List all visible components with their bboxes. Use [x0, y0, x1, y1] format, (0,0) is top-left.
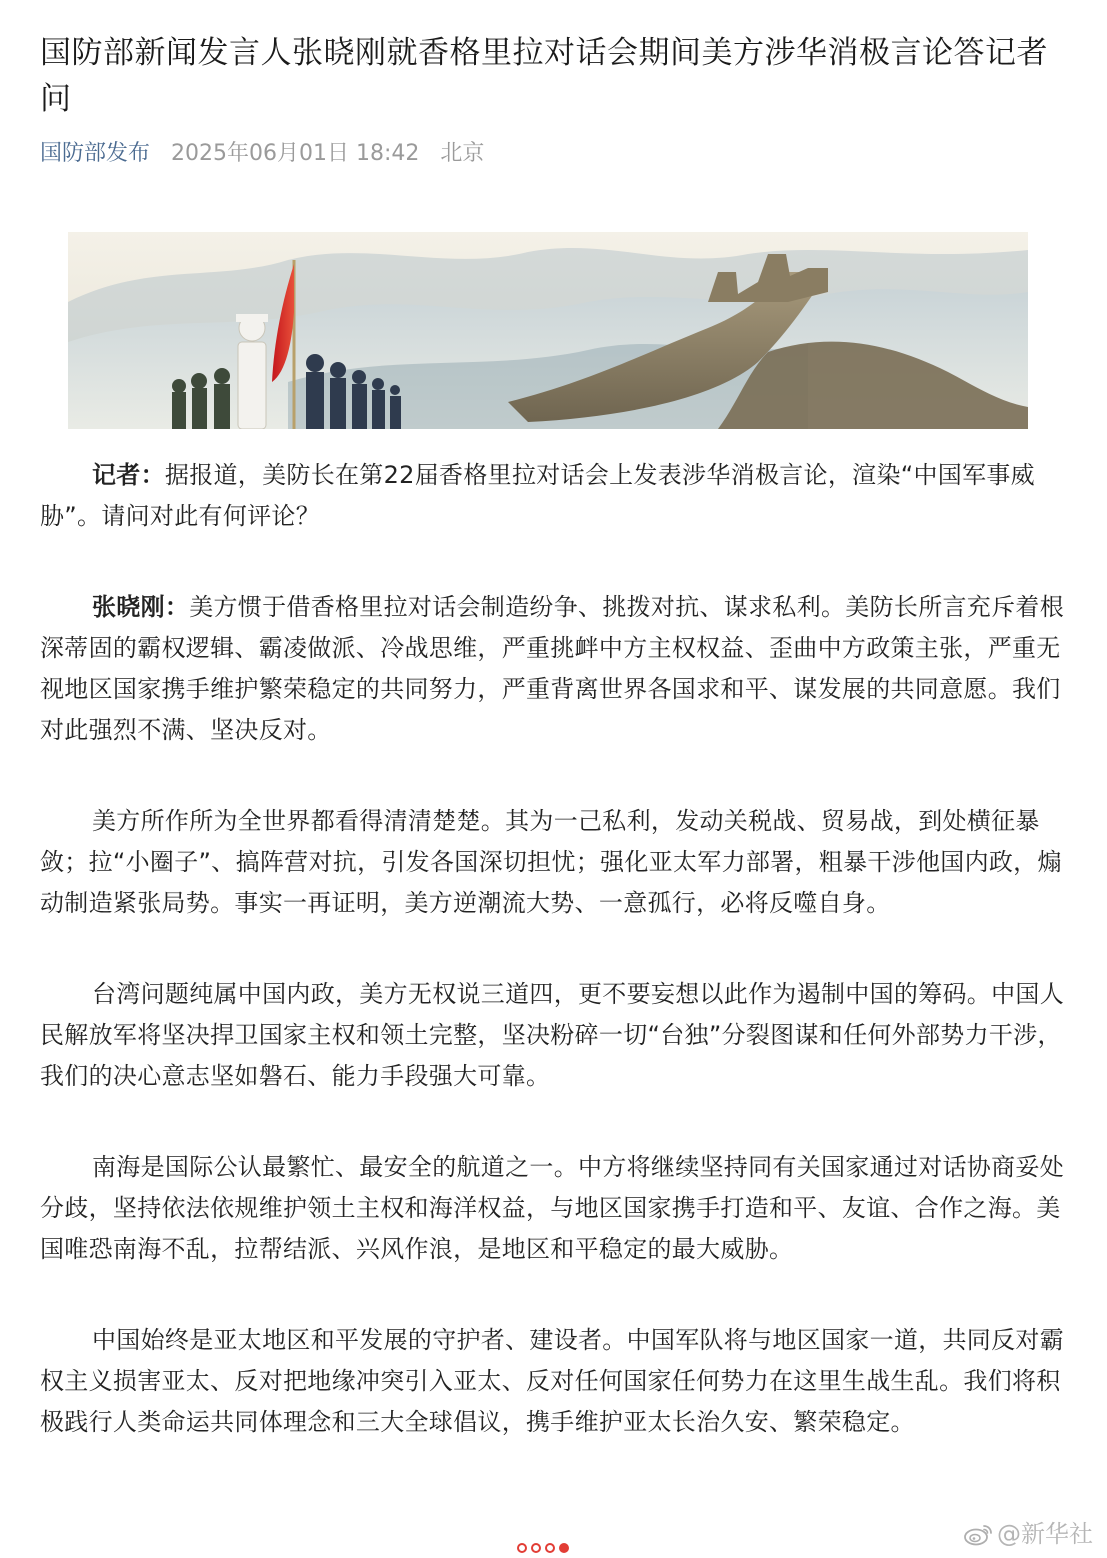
article-date: 2025年06月01日 18:42 [171, 141, 420, 166]
paragraph-text: 南海是国际公认最繁忙、最安全的航道之一。中方将继续坚持同有关国家通过对话协商妥处分歧，坚持依法依规维护领土主权和海洋权益，与地区国家携手打造和平、友谊、合作之海。美国唯恐南海不乱，拉帮结派、兴风作浪，是地区和平稳定的最大威胁。 [40, 1153, 1064, 1263]
banner-image [68, 232, 1028, 429]
paragraph-text: 美方所作所为全世界都看得清清楚楚。其为一己私利，发动关税战、贸易战，到处横征暴敛；拉“小圈子”、搞阵营对抗，引发各国深切担忧；强化亚太军力部署，粗暴干涉他国内政，煽动制造紧张局势。事实一再证明，美方逆潮流大势、一意孤行，必将反噬自身。 [40, 807, 1062, 917]
speaker-label: 张晓刚： [92, 593, 190, 621]
pager-dot-3[interactable] [545, 1543, 555, 1553]
pager-dot-1[interactable] [517, 1543, 527, 1553]
paragraph-reporter-question [40, 455, 1070, 537]
paragraph-text: 据报道，美防长在第22届香格里拉对话会上发表涉华消极言论，渲染“中国军事威胁”。请问对此有何评论？ [40, 461, 1035, 530]
weibo-icon [963, 1522, 993, 1546]
pager-dot-2[interactable] [531, 1543, 541, 1553]
paragraph [40, 1147, 1070, 1270]
article-meta [40, 138, 484, 170]
paragraph [40, 801, 1070, 924]
article-body [40, 455, 1070, 1443]
article-source[interactable]: 国防部发布 [40, 141, 151, 166]
paragraph-text: 美方惯于借香格里拉对话会制造纷争、挑拨对抗、谋求私利。美防长所言充斥着根深蒂固的霸权逻辑、霸凌做派、冷战思维，严重挑衅中方主权权益、歪曲中方政策主张，严重无视地区国家携手维护繁荣稳定的共同努力，严重背离世界各国求和平、谋发展的共同意愿。我们对此强烈不满、坚决反对。 [40, 593, 1064, 744]
great-wall-soldiers-banner-icon [68, 232, 1028, 429]
paragraph [40, 1320, 1070, 1443]
watermark-text: @新华社 [997, 1520, 1093, 1548]
image-pager [517, 1543, 569, 1553]
pager-dot-4[interactable] [559, 1543, 569, 1553]
article-title: 国防部新闻发言人张晓刚就香格里拉对话会期间美方涉华消极言论答记者问 [40, 35, 1048, 117]
paragraph [40, 974, 1070, 1097]
paragraph-spokesman-answer [40, 587, 1070, 751]
speaker-label: 记者： [92, 461, 165, 489]
article-location: 北京 [440, 141, 485, 166]
paragraph-text: 台湾问题纯属中国内政，美方无权说三道四，更不要妄想以此作为遏制中国的筹码。中国人民解放军将坚决捍卫国家主权和领土完整，坚决粉碎一切“台独”分裂图谋和任何外部势力干涉，我们的决心意志坚如磐石、能力手段强大可靠。 [40, 980, 1064, 1090]
watermark [963, 1518, 1093, 1550]
paragraph-text: 中国始终是亚太地区和平发展的守护者、建设者。中国军队将与地区国家一道，共同反对霸权主义损害亚太、反对把地缘冲突引入亚太、反对任何国家任何势力在这里生战生乱。我们将积极践行人类命运共同体理念和三大全球倡议，携手维护亚太长治久安、繁荣稳定。 [40, 1326, 1064, 1436]
